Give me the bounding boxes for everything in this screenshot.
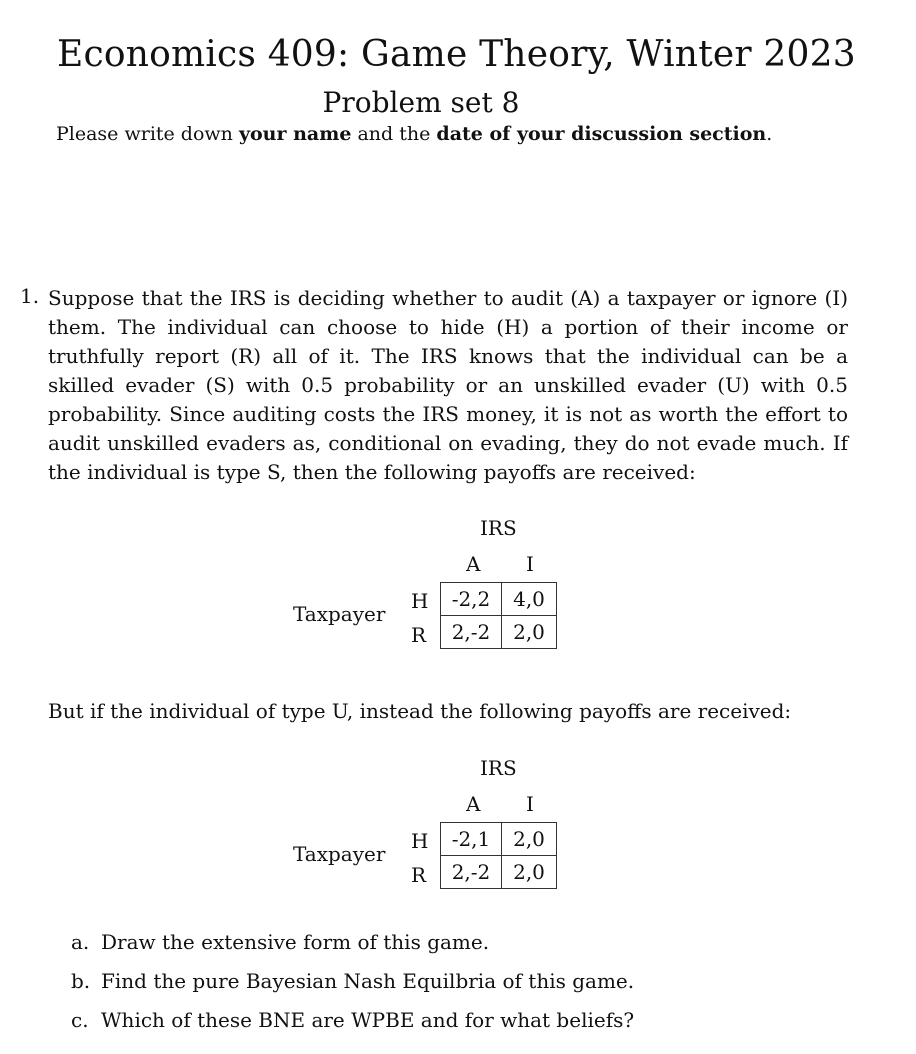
payoff-cell-h-i: 2,0 [502, 823, 557, 856]
column-label-a: A [466, 552, 481, 576]
question-parts [71, 928, 634, 1045]
payoff-cell-r-i: 2,0 [502, 856, 557, 889]
payoff-cell-r-i: 2,0 [502, 616, 557, 649]
instructions-bold-name: your name [238, 123, 352, 145]
payoff-cell-r-a: 2,-2 [441, 616, 502, 649]
column-label-a: A [466, 792, 481, 816]
page-title: Economics 409: Game Theory, Winter 2023 [57, 34, 856, 75]
table-row [441, 823, 557, 856]
table-row [441, 583, 557, 616]
row-label-r: R [411, 863, 427, 887]
row-label-r: R [411, 623, 427, 647]
problem-set-subtitle: Problem set 8 [322, 86, 520, 119]
question-transition: But if the individual of type U, instead the following payoffs are received: [48, 699, 792, 723]
part-text: Find the pure Bayesian Nash Equilbria of this game. [101, 969, 635, 993]
part-label: a. [71, 930, 90, 954]
question-part-b [71, 967, 634, 1006]
row-player-label: Taxpayer [293, 602, 386, 626]
payoff-cell-h-a: -2,1 [441, 823, 502, 856]
payoff-cell-h-i: 4,0 [502, 583, 557, 616]
question-part-a [71, 928, 634, 967]
payoff-table [440, 582, 557, 649]
question-intro: Suppose that the IRS is deciding whether to audit (A) a taxpayer or ignore (I) them. The individual can choose to hide (H) a portion of their income or truthfully report (R) all of it. The IRS knows that the individual can be a skilled evader (S) with 0.5 probability or an unskilled evader (U) with 0.5 probability. Since auditing costs the IRS money, it is not as worth the effort to audit unskilled evaders as, conditional on evading, they do not evade much. If the individual is type S, then the following payoffs are received: [48, 286, 848, 484]
table-row [441, 856, 557, 889]
row-label-h: H [411, 829, 429, 853]
column-label-i: I [526, 552, 534, 576]
instructions-text: Please write down [56, 123, 239, 145]
row-player-label: Taxpayer [293, 842, 386, 866]
payoff-table [440, 822, 557, 889]
instructions-bold-date: date of your discussion section [436, 123, 767, 145]
part-text: Draw the extensive form of this game. [101, 930, 490, 954]
table-row [441, 616, 557, 649]
row-label-h: H [411, 589, 429, 613]
payoff-matrix-type-s [290, 512, 570, 662]
column-player-label: IRS [480, 516, 517, 540]
column-player-label: IRS [480, 756, 517, 780]
part-text: Which of these BNE are WPBE and for what beliefs? [101, 1008, 635, 1032]
part-label: b. [71, 969, 91, 993]
instructions-text-end: . [766, 123, 773, 145]
question-number: 1. [20, 284, 40, 308]
instructions [56, 123, 772, 145]
question-part-c [71, 1006, 634, 1045]
instructions-text-mid: and the [351, 123, 437, 145]
column-label-i: I [526, 792, 534, 816]
payoff-matrix-type-u [290, 752, 570, 902]
payoff-cell-r-a: 2,-2 [441, 856, 502, 889]
part-label: c. [71, 1008, 89, 1032]
payoff-cell-h-a: -2,2 [441, 583, 502, 616]
